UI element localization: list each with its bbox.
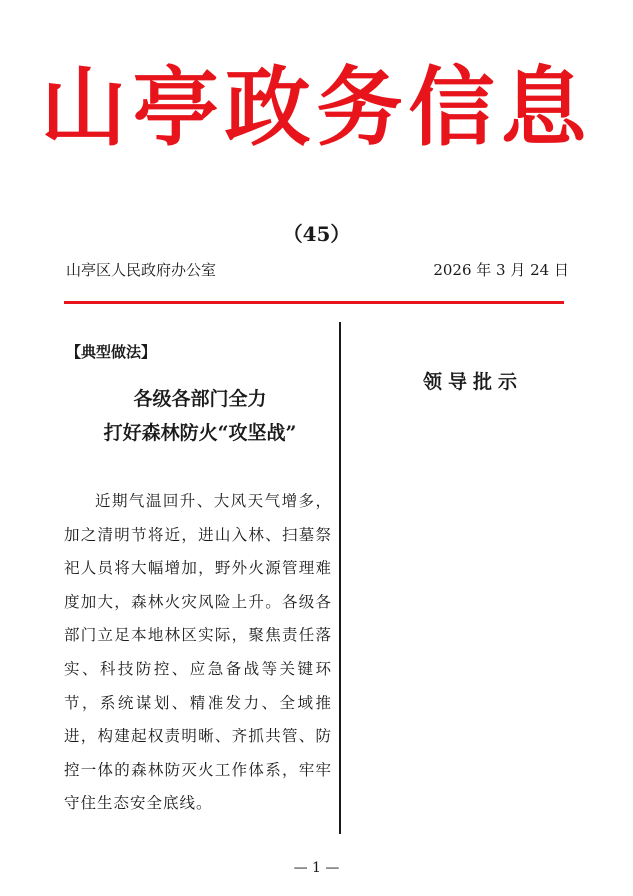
issue-number: （45） bbox=[282, 222, 351, 246]
article-title-line-2: 打好森林防火“攻坚战” bbox=[103, 422, 297, 444]
article-title-line-1: 各级各部门全力 bbox=[133, 388, 267, 410]
leader-comments-heading: 领导批示 bbox=[422, 371, 523, 393]
article-body: 近期气温回升、大风天气增多，加之清明节将近，进山入林、扫墓祭祀人员将大幅增加，野外火源管理难度加大，森林火灾风险上升。各级各部门立足本地林区实际，聚焦责任落实、科技防控、应急备战等关键环节，系统谋划、精准发力、全域推进，构建起权责明晰、齐抓共管、防控一体的森林防灭火工作体系，牢牢守住生态安全底线。 bbox=[64, 492, 332, 813]
issuing-office: 山亭区人民政府办公室 bbox=[66, 261, 217, 279]
section-tag: 【典型做法】 bbox=[66, 343, 157, 361]
article-title bbox=[64, 382, 336, 450]
masthead-title: 山亭政务信息 bbox=[40, 57, 593, 158]
column-divider bbox=[339, 322, 341, 834]
issue-date: 2026 年 3 月 24 日 bbox=[433, 261, 569, 279]
red-divider-line bbox=[64, 301, 564, 304]
page-number: — 1 — bbox=[293, 860, 340, 876]
